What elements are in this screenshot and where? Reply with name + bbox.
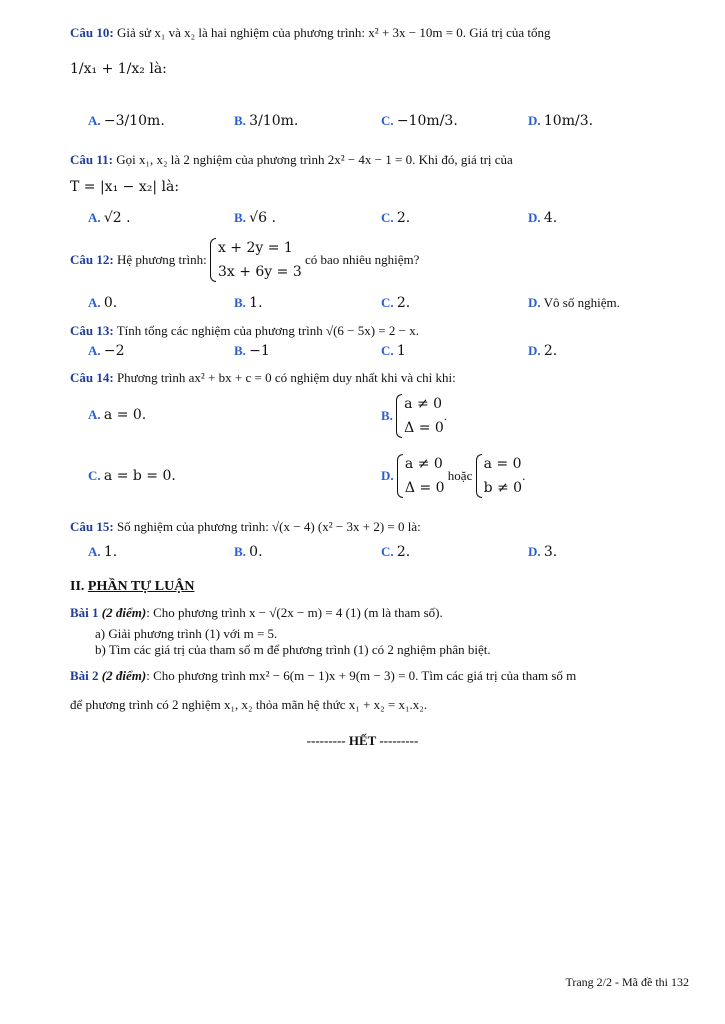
bai2-label: Bài 2 (70, 668, 99, 683)
q12-system: x + 2y = 1 3x + 6y = 3 (210, 236, 302, 284)
q15-option-b[interactable]: B. 0. (234, 544, 263, 560)
q10-text: Giả sử x₁ và x₂ là hai nghiệm của phương trình: x² + 3x − 10m = 0. Giá trị của tổng (116, 25, 551, 40)
q10-expr (70, 60, 167, 78)
q12-option-c[interactable]: C. 2. (381, 295, 411, 311)
section-heading (70, 579, 194, 595)
q14-stem (70, 369, 456, 387)
q12-stem (70, 236, 419, 284)
q10-label: Câu 10: (70, 25, 114, 40)
q10-option-b[interactable]: B. 3/10m. (234, 113, 299, 129)
q10-expr-text: 1/x₁ + 1/x₂ là: (70, 61, 167, 77)
q12-option-d[interactable]: D. Vô số nghiệm. (528, 295, 620, 310)
q14-option-a[interactable]: A. a = 0. (88, 407, 147, 423)
q11-option-a[interactable]: A. √2 . (88, 210, 131, 226)
q15-option-a[interactable]: A. 1. (88, 544, 118, 560)
q12-text-before: Hệ phương trình: (116, 252, 207, 267)
q15-stem (70, 518, 421, 536)
q12-label: Câu 12: (70, 252, 114, 267)
q12-option-a[interactable]: A. 0. (88, 295, 118, 311)
bai1-part-a: a) Giải phương trình (1) với m = 5. (95, 626, 278, 641)
q12-text-after: có bao nhiêu nghiệm? (305, 252, 420, 267)
q11-stem (70, 151, 513, 169)
q13-option-c[interactable]: C. 1 (381, 343, 406, 359)
q10-option-d[interactable]: D. 10m/3. (528, 113, 594, 129)
q11-expr (70, 178, 179, 196)
q14-option-c[interactable]: C. a = b = 0. (88, 468, 176, 484)
bai1-stem (70, 604, 443, 622)
q10-option-a[interactable]: A. −3/10m. (88, 113, 165, 129)
q12-option-b[interactable]: B. 1. (234, 295, 263, 311)
q15-option-d[interactable]: D. 3. (528, 544, 558, 560)
q14-option-d[interactable]: D. a ≠ 0 Δ = 0 hoặc a = 0 b ≠ 0 . (381, 452, 525, 500)
q15-label: Câu 15: (70, 519, 114, 534)
q13-option-d[interactable]: D. 2. (528, 343, 558, 359)
q11-option-b[interactable]: B. √6 . (234, 210, 276, 226)
q14-option-b[interactable]: B. a ≠ 0 Δ = 0 . (381, 392, 447, 440)
q13-text: Tính tổng các nghiệm của phương trình √(6 − 5x) = 2 − x. (116, 323, 419, 338)
bai1-points: (2 điểm) (101, 605, 147, 620)
bai2-stem-cont: để phương trình có 2 nghiệm x₁, x₂ thỏa mãn hệ thức x₁ + x₂ = x₁.x₂. (70, 697, 428, 712)
bai2-points: (2 điểm) (101, 668, 147, 683)
q14-text: Phương trình ax² + bx + c = 0 có nghiệm duy nhất khi và chỉ khi: (116, 370, 456, 385)
q11-option-c[interactable]: C. 2. (381, 210, 411, 226)
bai1-text: : Cho phương trình x − √(2x − m) = 4 (1) (m là tham số). (146, 605, 443, 620)
q11-label: Câu 11: (70, 152, 113, 167)
q14-label: Câu 14: (70, 370, 114, 385)
bai2-text: : Cho phương trình mx² − 6(m − 1)x + 9(m − 3) = 0. Tìm các giá trị của tham số m (146, 668, 577, 683)
section-title: PHẦN TỰ LUẬN (87, 579, 195, 594)
page-footer: Trang 2/2 - Mã đề thi 132 (565, 975, 689, 989)
q11-text: Gọi x₁, x₂ là 2 nghiệm của phương trình 2x² − 4x − 1 = 0. Khi đó, giá trị của (116, 152, 513, 167)
q10-option-c[interactable]: C. −10m/3. (381, 113, 458, 129)
q13-label: Câu 13: (70, 323, 114, 338)
bai2-stem (70, 667, 576, 685)
q11-option-d[interactable]: D. 4. (528, 210, 558, 226)
q11-expr-text: T = |x₁ − x₂| là: (70, 179, 180, 195)
section-number: II. (70, 579, 85, 594)
q13-option-b[interactable]: B. −1 (234, 343, 270, 359)
q15-option-c[interactable]: C. 2. (381, 544, 411, 560)
q10-stem (70, 24, 690, 42)
q13-stem (70, 322, 419, 340)
end-marker: --------- HẾT --------- (306, 733, 419, 748)
bai1-label: Bài 1 (70, 605, 99, 620)
q15-text: Số nghiệm của phương trình: √(x − 4) (x² − 3x + 2) = 0 là: (116, 519, 421, 534)
bai1-part-b: b) Tìm các giá trị của tham số m để phương trình (1) có 2 nghiệm phân biệt. (95, 642, 491, 657)
q13-option-a[interactable]: A. −2 (88, 343, 125, 359)
